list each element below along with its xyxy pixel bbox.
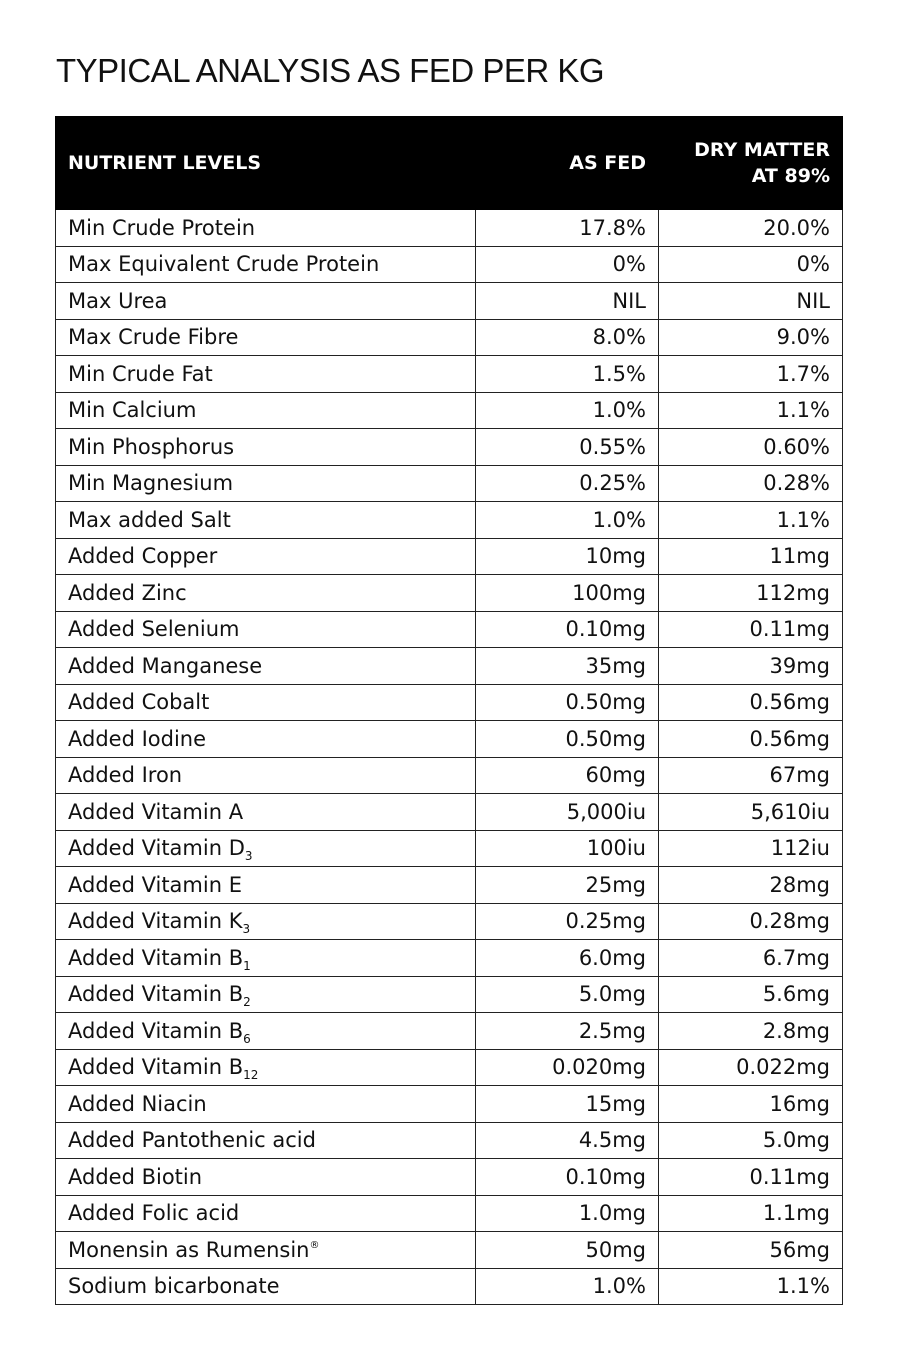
dry-matter-value: 0.11mg [659,1159,843,1196]
as-fed-value: 17.8% [476,210,659,247]
dry-matter-value: 11mg [659,538,843,575]
nutrient-name-cell [56,1122,476,1159]
as-fed-value: 0.55% [476,429,659,466]
as-fed-value: 0.25mg [476,903,659,940]
as-fed-value: 10mg [476,538,659,575]
nutrient-name: Max Crude Fibre [68,325,239,350]
page-title: TYPICAL ANALYSIS AS FED PER KG [56,52,605,89]
nutrient-name: Monensin as Rumensin [68,1237,310,1262]
as-fed-value: 35mg [476,648,659,685]
table-row [56,976,843,1013]
table-row [56,867,843,904]
table-row [56,940,843,977]
table-row [56,1195,843,1232]
nutrient-subscript: 1 [243,958,251,973]
table-row [56,246,843,283]
dry-matter-value: 1.1% [659,502,843,539]
nutrient-name: Added Manganese [68,653,263,678]
dry-matter-value: 0.56mg [659,684,843,721]
nutrient-name-cell [56,721,476,758]
nutrient-name-cell [56,1232,476,1269]
nutrient-name-cell [56,1195,476,1232]
as-fed-value: 0.50mg [476,684,659,721]
nutrient-name: Max added Salt [68,507,231,532]
dry-matter-value: 67mg [659,757,843,794]
nutrient-name: Added Vitamin B [68,982,244,1007]
dry-matter-value: 1.1mg [659,1195,843,1232]
table-row [56,1013,843,1050]
header-dry-matter [659,117,843,210]
dry-matter-value: 56mg [659,1232,843,1269]
table-header [56,117,843,210]
table-row [56,319,843,356]
nutrient-name-cell [56,648,476,685]
nutrient-name-cell [56,1049,476,1086]
as-fed-value: 0.50mg [476,721,659,758]
dry-matter-value: 0% [659,246,843,283]
nutrient-subscript: 2 [243,995,251,1010]
nutrient-name-cell [56,976,476,1013]
table-row [56,538,843,575]
as-fed-value: 100mg [476,575,659,612]
dry-matter-value: 0.11mg [659,611,843,648]
dry-matter-value: 2.8mg [659,1013,843,1050]
nutrient-name: Added Selenium [68,617,240,642]
as-fed-value: 25mg [476,867,659,904]
table-row [56,356,843,393]
nutrient-name-cell [56,940,476,977]
nutrient-name-cell [56,1268,476,1305]
as-fed-value: 100iu [476,830,659,867]
nutrient-name-cell [56,538,476,575]
dry-matter-value: 0.56mg [659,721,843,758]
dry-matter-value: 5.6mg [659,976,843,1013]
dry-matter-value: 9.0% [659,319,843,356]
table-row [56,1232,843,1269]
nutrient-subscript: 12 [243,1068,259,1083]
nutrient-name: Added Zinc [68,580,187,605]
table-row [56,648,843,685]
dry-matter-value: 5.0mg [659,1122,843,1159]
nutrient-name: Max Urea [68,288,168,313]
as-fed-value: 0.10mg [476,1159,659,1196]
dry-matter-value: 0.28% [659,465,843,502]
as-fed-value: 0.10mg [476,611,659,648]
table-row [56,1159,843,1196]
nutrient-name-cell [56,392,476,429]
dry-matter-value: 39mg [659,648,843,685]
nutrient-name: Added Cobalt [68,690,210,715]
nutrient-name-cell [56,575,476,612]
dry-matter-value: 20.0% [659,210,843,247]
table-row [56,1268,843,1305]
dry-matter-value: 1.7% [659,356,843,393]
header-dry-matter-line2: AT 89% [751,165,830,187]
nutrient-name-cell [56,1086,476,1123]
as-fed-value: 0.25% [476,465,659,502]
nutrient-name: Min Magnesium [68,471,234,496]
nutrient-name: Added Vitamin B [68,1018,244,1043]
nutrient-name-cell [56,867,476,904]
nutrient-name: Added Biotin [68,1164,203,1189]
table-row [56,684,843,721]
nutrient-name: Added Vitamin B [68,1055,244,1080]
as-fed-value: 1.5% [476,356,659,393]
nutrient-name: Min Calcium [68,398,197,423]
as-fed-value: 6.0mg [476,940,659,977]
nutrient-name: Added Iodine [68,726,207,751]
table-row [56,721,843,758]
as-fed-value: 1.0% [476,392,659,429]
table-row [56,611,843,648]
table-row [56,575,843,612]
dry-matter-value: 0.60% [659,429,843,466]
nutrient-name: Added Copper [68,544,218,569]
nutrient-name: Added Iron [68,763,183,788]
dry-matter-value: 6.7mg [659,940,843,977]
nutrient-name-cell [56,429,476,466]
nutrient-name-cell [56,1013,476,1050]
as-fed-value: 1.0mg [476,1195,659,1232]
as-fed-value: 8.0% [476,319,659,356]
dry-matter-value: 28mg [659,867,843,904]
nutrient-name: Min Crude Protein [68,215,256,240]
nutrient-subscript: 6 [243,1031,251,1046]
as-fed-value: 5.0mg [476,976,659,1013]
header-nutrient-levels: NUTRIENT LEVELS [56,117,476,210]
as-fed-value: 2.5mg [476,1013,659,1050]
as-fed-value: 50mg [476,1232,659,1269]
as-fed-value: 1.0% [476,502,659,539]
dry-matter-value: 1.1% [659,1268,843,1305]
nutrient-name-cell [56,757,476,794]
nutrient-name: Added Vitamin A [68,799,244,824]
nutrient-name: Added Vitamin D [68,836,245,861]
as-fed-value: 4.5mg [476,1122,659,1159]
nutrient-name-cell [56,283,476,320]
nutrient-name: Added Vitamin E [68,872,242,897]
nutrient-name-cell [56,830,476,867]
table-row [56,1086,843,1123]
analysis-table [55,116,843,1305]
table-row [56,465,843,502]
nutrient-name-cell [56,684,476,721]
dry-matter-value: 112iu [659,830,843,867]
nutrient-name: Added Vitamin K [68,909,243,934]
table-row [56,429,843,466]
nutrient-name: Min Crude Fat [68,361,213,386]
nutrient-name: Sodium bicarbonate [68,1274,280,1299]
nutrient-name: Added Pantothenic acid [68,1128,316,1153]
dry-matter-value: 16mg [659,1086,843,1123]
table-row [56,830,843,867]
nutrient-name-cell [56,502,476,539]
nutrient-name-cell [56,611,476,648]
as-fed-value: 0% [476,246,659,283]
table-row [56,757,843,794]
table-row [56,283,843,320]
as-fed-value: 60mg [476,757,659,794]
nutrient-name-cell [56,903,476,940]
nutrient-name-cell [56,1159,476,1196]
as-fed-value: 15mg [476,1086,659,1123]
nutrient-name: Added Folic acid [68,1201,240,1226]
nutrient-name-cell [56,246,476,283]
nutrient-name: Min Phosphorus [68,434,235,459]
nutrient-name: Added Vitamin B [68,945,244,970]
nutrient-name: Max Equivalent Crude Protein [68,252,380,277]
as-fed-value: 5,000iu [476,794,659,831]
table-row [56,392,843,429]
dry-matter-value: NIL [659,283,843,320]
dry-matter-value: 0.022mg [659,1049,843,1086]
nutrient-subscript: 3 [244,849,253,864]
dry-matter-value: 1.1% [659,392,843,429]
registered-mark: ® [309,1239,320,1251]
nutrient-name: Added Niacin [68,1091,207,1116]
as-fed-value: NIL [476,283,659,320]
nutrient-name-cell [56,356,476,393]
dry-matter-value: 112mg [659,575,843,612]
as-fed-value: 1.0% [476,1268,659,1305]
header-row [56,117,843,210]
dry-matter-value: 5,610iu [659,794,843,831]
dry-matter-value: 0.28mg [659,903,843,940]
table-row [56,502,843,539]
table-row [56,1049,843,1086]
nutrient-name-cell [56,465,476,502]
nutrient-name-cell [56,794,476,831]
table-row [56,1122,843,1159]
table-row [56,210,843,247]
as-fed-value: 0.020mg [476,1049,659,1086]
nutrient-name-cell [56,319,476,356]
nutrient-name-cell [56,210,476,247]
table-row [56,794,843,831]
table-row [56,903,843,940]
table-body [56,210,843,1305]
header-as-fed: AS FED [476,117,659,210]
header-dry-matter-line1: DRY MATTER [694,139,830,161]
nutrient-subscript: 3 [242,922,251,937]
